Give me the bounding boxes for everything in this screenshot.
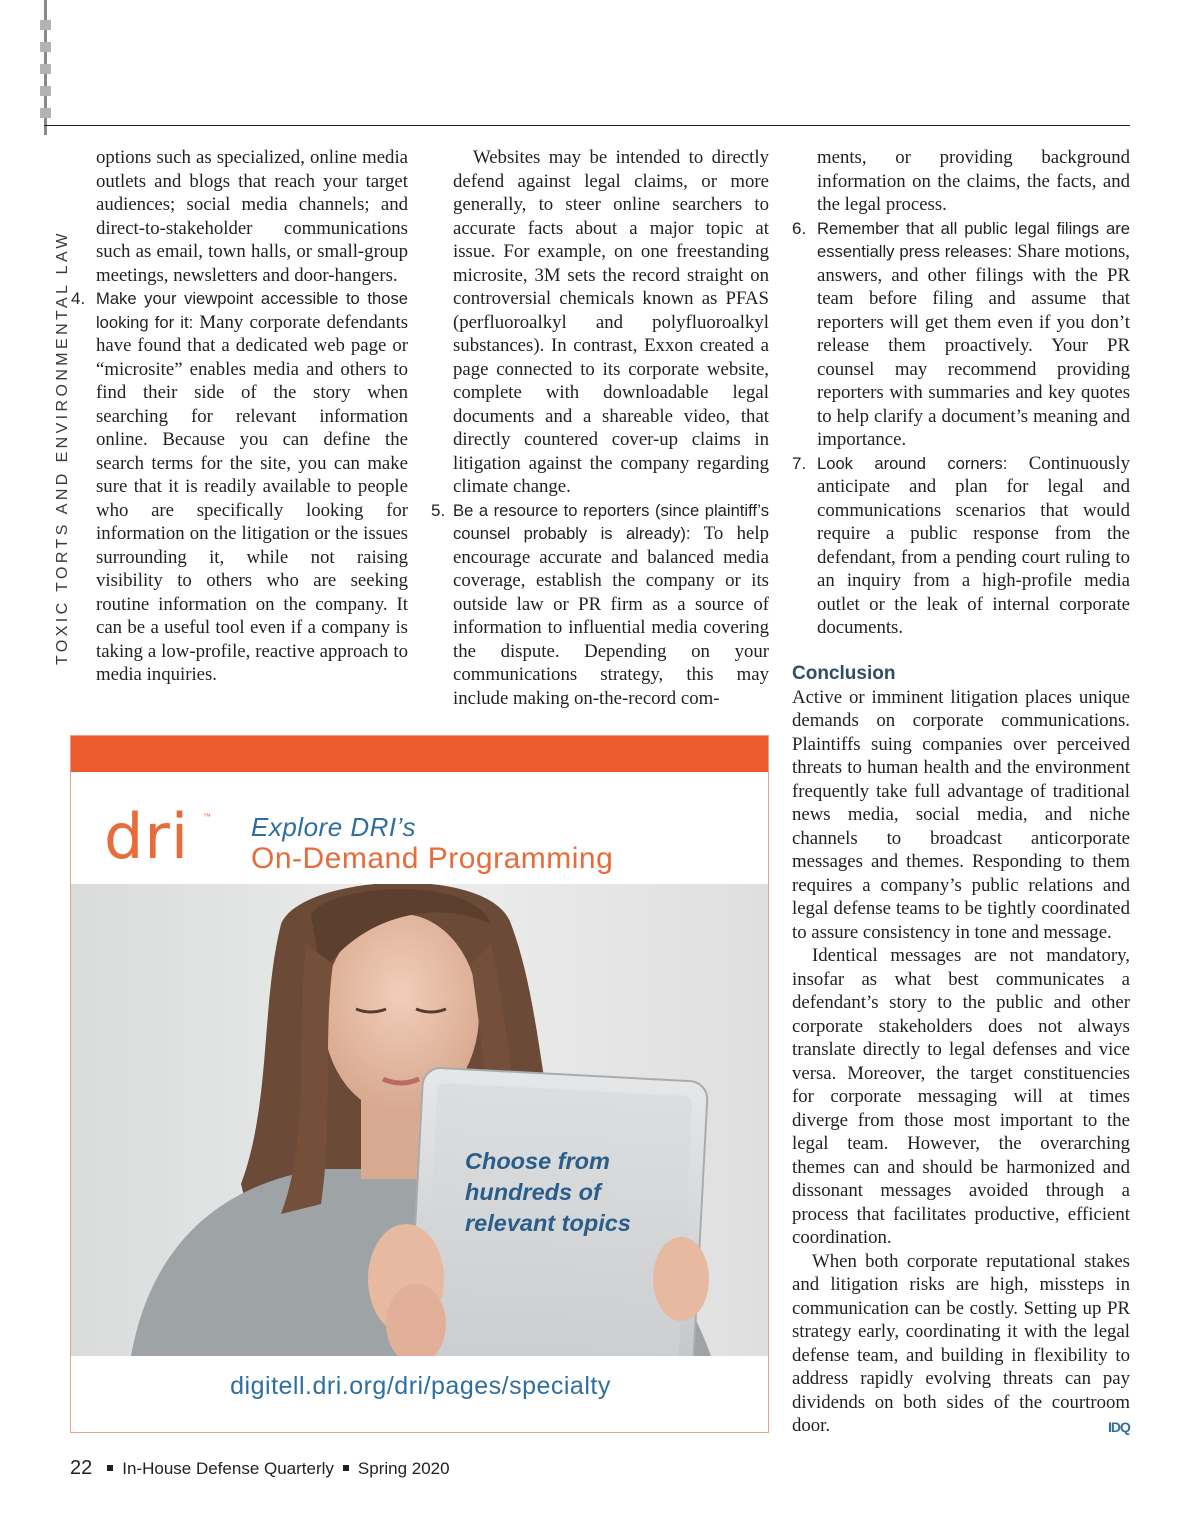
margin-dash: [40, 86, 51, 96]
section-label: TOXIC TORTS AND ENVIRONMENTAL LAW: [54, 230, 71, 665]
list-number: 5.: [431, 500, 446, 520]
ad-url-link[interactable]: digitell.dri.org/dri/pages/specialty: [230, 1372, 611, 1400]
page-footer: [70, 1457, 450, 1480]
list-lead: Make your viewpoint accessible to those looking for it:: [96, 289, 408, 332]
margin-dash: [40, 108, 51, 118]
list-number: 4.: [71, 289, 86, 308]
list-item-4: [71, 287, 408, 687]
ad-tagline: Explore DRI’s: [251, 812, 416, 842]
publication-name: In-House Defense Quarterly: [122, 1459, 334, 1478]
margin-dash: [40, 20, 51, 30]
page-number: 22: [70, 1457, 93, 1479]
ad-callout-line: relevant topics: [465, 1210, 631, 1236]
paragraph: When both corporate reputational stakes and litigation risks are high, missteps in communication can be costly. Setting up PR strategy early, coordinating it with the legal defense team, and building in flexibility to address rapidly evolving threats can pay dividends on both sides of the courtroom door.: [792, 1250, 1130, 1436]
list-item-7: [792, 452, 1130, 640]
list-item-5: [431, 499, 769, 711]
paragraph: Websites may be intended to directly defend against legal claims, or more generally, to steer online searchers to accurate facts about a major topic at issue. For example, on one freestanding microsite, 3M sets the record straight on controversial chemicals known as PFAS (perfluoroalkyl and polyfluoroalkyl substances). In contrast, Exxon created a page connected to its corporate website, complete with downloadable legal documents and a shareable video, that directly countered cover-up claims in litigation against the company regarding climate change.: [453, 147, 769, 497]
list-text: Share motions, answers, and other filings with the PR team before filing and assume that reporters will get them even if you don’t release them proactively. Your PR counsel may recommend providing reporters with summaries and key quotes to help clarify a document’s meaning and importance.: [817, 241, 1131, 450]
footer-separator: [343, 1465, 349, 1471]
advertisement[interactable]: [70, 735, 769, 1433]
list-lead: Look around corners:: [817, 453, 1008, 473]
list-item-5-continued: ments, or providing background information on the claims, the facts, and the legal process.: [817, 147, 1130, 215]
list-text: Many corporate defendants have found that a dedicated web page or “microsite” enables media and others to find their side of the story when searching for relevant information online. Because you can define the search terms for the site, you can make sure that it is readily available to people who are specifically looking for information on the litigation or the issues surrounding it, while not raising visibility to others who are seeking routine information on the company. It can be a useful tool even if a company is taking a low-profile, reactive approach to media inquiries.: [96, 311, 408, 685]
header-rule: [44, 125, 1130, 126]
ad-headline: On-Demand Programming: [251, 842, 614, 875]
list-number: 7.: [792, 453, 807, 473]
ad-photo-woman-with-tablet: [71, 884, 769, 1356]
paragraph: options such as specialized, online media outlets and blogs that reach your target audiences; social media channels; and direct-to-stakeholder communications such as email, town halls, or small-group meetings, newsletters and door-hangers.: [96, 147, 408, 286]
margin-dash: [40, 42, 51, 52]
ad-callout-line: Choose from: [465, 1148, 610, 1174]
ad-callout-line: hundreds of: [465, 1179, 601, 1205]
ad-top-bar: [71, 736, 768, 772]
list-text: To help encourage accurate and balanced media coverage, establish the company or its outside law or PR firm as a source of information to influential media covering the dispute. Depending on your communications strategy, this may include making on-the-record com-: [453, 523, 769, 709]
ad-callout: [465, 1146, 695, 1239]
column-3: [792, 146, 1130, 1438]
list-text: Continuously anticipate and plan for legal and communications scenarios that would require a public response from the defendant, from a pending court ruling to an inquiry from a high-profile media outlet or the leak of internal corporate documents.: [817, 452, 1130, 638]
list-lead: Remember that all public legal filings are essentially press releases:: [817, 218, 1130, 261]
column-1: [71, 146, 408, 687]
paragraph: Identical messages are not mandatory, insofar as what best communicates a defendant’s story to the public and other corporate stakeholders does not always translate directly to legal defenses and vice versa. Moreover, the target constituencies for corporate messaging will at times diverge from those most important to the legal team. However, the overarching themes can and should be harmonized and dissonant messages avoided through a process that facilitates productive, efficient coordination.: [792, 945, 1130, 1248]
footer-separator: [107, 1465, 113, 1471]
margin-dash: [40, 64, 51, 74]
paragraph: Active or imminent litigation places unique demands on corporate communications. Plaintiffs suing companies over perceived threats to human health and the environment frequently take full advantage of traditional news media, social media, and niche channels to broadcast anticorporate messages and themes. Responding to them requires a company’s public relations and legal defense teams to be tightly coordinated to assure consistency in tone and message.: [792, 686, 1130, 943]
end-mark-logo: IDQ: [1108, 1419, 1130, 1435]
list-item-6: [792, 217, 1130, 452]
column-2: [431, 146, 769, 710]
dri-logo: dri: [104, 800, 190, 873]
trademark-mark: ™: [203, 812, 211, 821]
section-heading: Conclusion: [792, 662, 896, 684]
list-number: 6.: [792, 218, 807, 238]
issue-date: Spring 2020: [357, 1459, 450, 1478]
list-lead: Be a resource to reporters (since plaintiff’s counsel probably is already):: [453, 500, 769, 543]
